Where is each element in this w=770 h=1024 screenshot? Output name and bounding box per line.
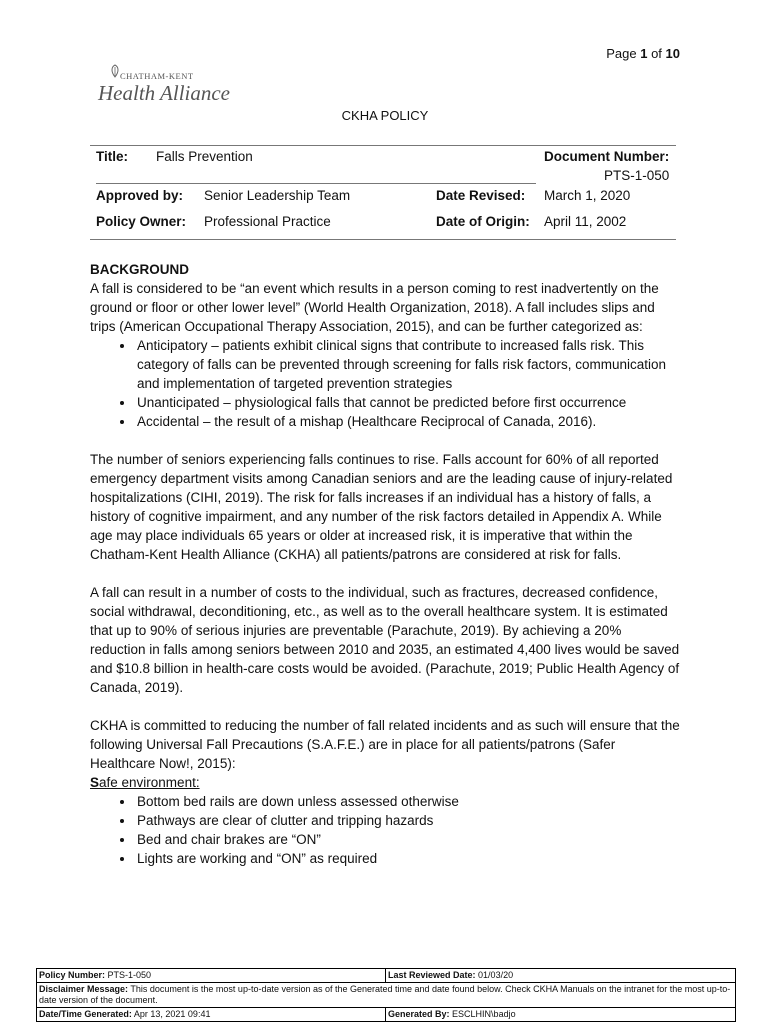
logo-big-text: Health Alliance <box>98 81 230 105</box>
safe-environment-list <box>90 792 680 868</box>
paragraph-3: A fall can result in a number of costs to the individual, such as fractures, decreased confidence, social withdrawal, deconditioning, etc., as well as to the overall healthcare system. It is estimated that up to 90% of serious injuries are preventable (Parachute, 2019). By achieving a 20% reduction in falls among seniors between 2010 and 2035, an estimated 4,400 lives would be saved and $10.8 billion in health-care costs would be avoided. (Parachute, 2019; Public Health Agency of Canada, 2019). <box>90 585 680 695</box>
page-total: 10 <box>665 46 680 61</box>
footer-row-3 <box>37 1007 735 1021</box>
document-number-value: PTS-1-050 <box>604 168 670 183</box>
page-of: of <box>651 46 662 61</box>
footer-row-2 <box>37 982 735 1007</box>
paragraph-2: The number of seniors experiencing falls continues to rise. Falls account for 60% of all reported emergency department visits among Canadian seniors and are the leading cause of injury-related hospitalizations (CIHI, 2019). The risk for falls increases if an individual has a history of falls, a history of cognitive impairment, and any number of the risk factors detailed in Appendix A. While age may place individuals 65 years or older at increased risk, it is imperative that within the Chatham-Kent Health Alliance (CKHA) all patients/patrons are considered at risk for falls. <box>90 452 673 562</box>
policy-number-value: PTS-1-050 <box>107 970 152 980</box>
document-number-label: Document Number: <box>544 149 670 164</box>
generated-by-value: ESCLHIN\badjo <box>452 1009 516 1019</box>
organization-logo <box>98 64 238 108</box>
disclaimer-label: Disclaimer Message: <box>39 984 129 994</box>
divider-top <box>90 145 676 146</box>
generated-date-label: Date/Time Generated: <box>39 1009 132 1019</box>
date-of-origin-label: Date of Origin: <box>436 214 530 229</box>
list-item: • Unanticipated – physiological falls that cannot be predicted before first occurrence <box>135 393 680 412</box>
title-value: Falls Prevention <box>156 149 253 164</box>
policy-body <box>90 260 680 868</box>
list-item: • Lights are working and “ON” as required <box>135 849 680 868</box>
list-item: • Anticipatory – patients exhibit clinical signs that contribute to increased falls risk. This category of falls can be prevented through screening for falls risk factors, communication and implementation of targeted prevention strategies <box>135 336 680 393</box>
list-item: • Accidental – the result of a mishap (Healthcare Reciprocal of Canada, 2016). <box>135 412 680 431</box>
last-reviewed-value: 01/03/20 <box>478 970 514 980</box>
document-footer <box>36 968 736 1022</box>
page-number <box>606 46 680 61</box>
divider-mid <box>96 183 536 184</box>
list-item: • Bottom bed rails are down unless assessed otherwise <box>135 792 680 811</box>
title-label: Title: <box>96 149 129 164</box>
date-of-origin-value: April 11, 2002 <box>544 214 627 229</box>
date-revised-value: March 1, 2020 <box>544 188 631 203</box>
fall-category-list <box>90 336 680 431</box>
paragraph-1: A fall is considered to be “an event which results in a person coming to rest inadvertently on the ground or floor or other lower level” (World Health Organization, 2018). A fall includes slips and trips (American Occupational Therapy Association, 2015), and can be further categorized as: <box>90 281 659 334</box>
date-revised-label: Date Revised: <box>436 188 526 203</box>
paragraph-4: CKHA is committed to reducing the number of fall related incidents and as such will ensure that the following Universal Fall Precautions (S.A.F.E.) are in place for all patients/patrons (Safer Healthcare Now!, 2015): <box>90 718 680 771</box>
page-prefix: Page <box>606 46 637 61</box>
logo-small-text: CHATHAM-KENT <box>120 71 194 81</box>
policy-owner-value: Professional Practice <box>204 214 331 229</box>
policy-owner-label: Policy Owner: <box>96 214 187 229</box>
divider-bottom <box>90 239 676 240</box>
generated-by-label: Generated By: <box>388 1009 450 1019</box>
safe-environment-heading <box>90 773 680 792</box>
last-reviewed-label: Last Reviewed Date: <box>388 970 476 980</box>
safe-heading-letter: S <box>90 775 100 790</box>
page-title: CKHA POLICY <box>341 108 429 123</box>
safe-heading-rest: afe environment: <box>99 775 200 790</box>
generated-date-value: Apr 13, 2021 09:41 <box>133 1009 211 1019</box>
footer-row-1 <box>37 969 735 982</box>
policy-number-label: Policy Number: <box>39 970 106 980</box>
disclaimer-value: This document is the most up-to-date version as of the Generated time and date found below. Check CKHA Manuals on the intranet for the most up-to-date version of the document. <box>39 984 731 1005</box>
list-item: • Pathways are clear of clutter and tripping hazards <box>135 811 680 830</box>
approved-by-label: Approved by: <box>96 188 184 203</box>
approved-by-value: Senior Leadership Team <box>204 188 351 203</box>
page-current: 1 <box>640 46 648 61</box>
section-heading-background: BACKGROUND <box>90 262 189 277</box>
list-item: • Bed and chair brakes are “ON” <box>135 830 680 849</box>
